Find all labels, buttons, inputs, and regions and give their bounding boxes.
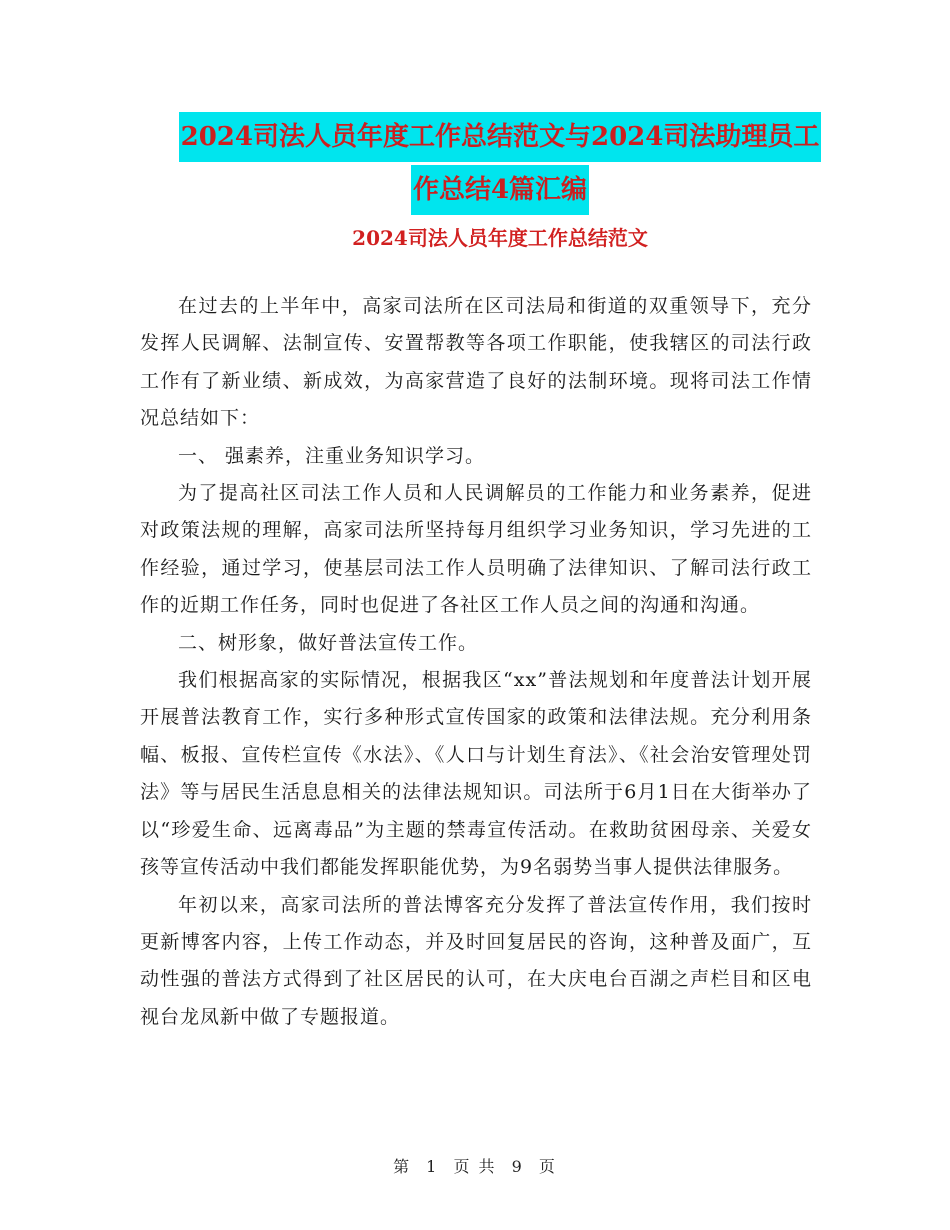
- footer-total-pages: 9: [511, 1157, 524, 1176]
- document-body: [140, 288, 812, 1036]
- footer-prefix: 第: [393, 1157, 412, 1176]
- page-footer: [0, 1154, 950, 1177]
- paragraph-intro: 在过去的上半年中，高家司法所在区司法局和街道的双重领导下，充分发挥人民调解、法制宣传、安置帮教等各项工作职能，使我辖区的司法行政工作有了新业绩、新成效，为高家营造了良好的法制环境。现将司法工作情况总结如下：: [140, 295, 812, 430]
- section-title: 2024司法人员年度工作总结范文: [352, 226, 648, 250]
- footer-suffix: 页: [538, 1157, 557, 1176]
- paragraph-blog: 年初以来，高家司法所的普法博客充分发挥了普法宣传作用，我们按时更新博客内容，上传工作动态，并及时回复居民的咨询，这种普及面广，互动性强的普法方式得到了社区居民的认可，在大庆电台百湖之声栏目和区电视台龙凤新中做了专题报道。: [140, 893, 812, 1028]
- heading-two: 二、树形象，做好普法宣传工作。: [178, 631, 479, 654]
- paragraph-study: 为了提高社区司法工作人员和人民调解员的工作能力和业务素养，促进对政策法规的理解，高家司法所坚持每月组织学习业务知识，学习先进的工作经验，通过学习，使基层司法工作人员明确了法律知识、了解司法行政工作的近期工作任务，同时也促进了各社区工作人员之间的沟通和沟通。: [140, 482, 812, 617]
- document-title: [140, 112, 860, 218]
- paragraph-publicity: 我们根据高家的实际情况，根据我区“xx”普法规划和年度普法计划开展开展普法教育工作，实行多种形式宣传国家的政策和法律法规。充分利用条幅、板报、宣传栏宣传《水法》、《人口与计划生育法》、《社会治安管理处罚法》等与居民生活息息相关的法律法规知识。司法所于6月1日在大街举办了以“珍爱生命、远离毒品”为主题的禁毒宣传活动。在救助贫困母亲、关爱女孩等宣传活动中我们都能发挥职能优势，为9名弱势当事人提供法律服务。: [140, 669, 812, 879]
- heading-one: 一、 强素养，注重业务知识学习。: [178, 444, 486, 467]
- footer-mid: 页 共: [453, 1157, 497, 1176]
- title-line-2: 作总结4篇汇编: [411, 165, 589, 215]
- title-line-1: 2024司法人员年度工作总结范文与2024司法助理员工: [179, 112, 822, 162]
- footer-page-number: 1: [426, 1157, 439, 1176]
